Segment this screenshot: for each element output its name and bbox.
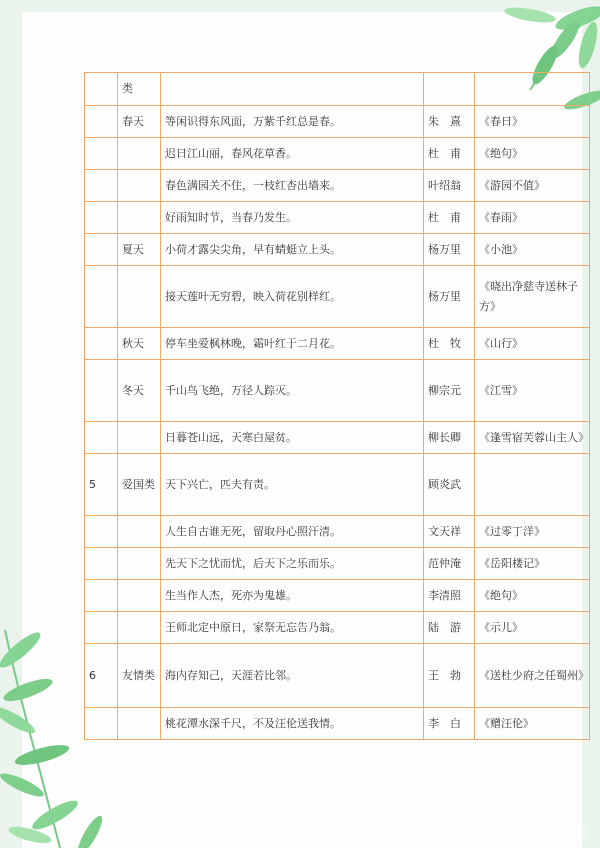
row-number	[85, 234, 118, 266]
row-category	[118, 580, 161, 612]
row-author: 柳长卿	[424, 422, 475, 454]
table-row	[85, 170, 590, 202]
row-number: 6	[85, 644, 118, 708]
table-row	[85, 708, 590, 740]
row-number	[85, 360, 118, 422]
row-number	[85, 516, 118, 548]
row-author: 杜 甫	[424, 202, 475, 234]
row-author: 文天祥	[424, 516, 475, 548]
row-category	[118, 422, 161, 454]
row-category	[118, 138, 161, 170]
row-category: 冬天	[118, 360, 161, 422]
row-author: 杜 甫	[424, 138, 475, 170]
row-line: 桃花潭水深千尺，不及汪伦送我情。	[161, 708, 424, 740]
row-title: 《小池》	[475, 234, 590, 266]
row-title: 《岳阳楼记》	[475, 548, 590, 580]
row-title: 《过零丁洋》	[475, 516, 590, 548]
row-category	[118, 516, 161, 548]
row-title: 《晓出净慈寺送林子方》	[475, 266, 590, 328]
row-line: 接天莲叶无穷碧，映入荷花别样红。	[161, 266, 424, 328]
table-row	[85, 266, 590, 328]
row-author: 李清照	[424, 580, 475, 612]
row-number	[85, 138, 118, 170]
row-category	[118, 266, 161, 328]
table-row	[85, 138, 590, 170]
row-line: 迟日江山丽，春风花草香。	[161, 138, 424, 170]
table-row	[85, 548, 590, 580]
table-row	[85, 360, 590, 422]
row-line: 停车坐爱枫林晚，霜叶红于二月花。	[161, 328, 424, 360]
row-title: 《逢雪宿芙蓉山主人》	[475, 422, 590, 454]
row-number	[85, 422, 118, 454]
row-category: 春天	[118, 106, 161, 138]
row-number	[85, 328, 118, 360]
row-author: 顾炎武	[424, 454, 475, 516]
row-author: 杨万里	[424, 266, 475, 328]
row-line: 日暮苍山远，天寒白屋贫。	[161, 422, 424, 454]
row-line: 王师北定中原日，家祭无忘告乃翁。	[161, 612, 424, 644]
row-category	[118, 202, 161, 234]
row-author: 范仲淹	[424, 548, 475, 580]
watermark: 头条 @ 学习资料酱	[484, 825, 588, 839]
row-author: 朱 熹	[424, 106, 475, 138]
row-author: 杨万里	[424, 234, 475, 266]
row-author: 杜 牧	[424, 328, 475, 360]
row-author: 叶绍翁	[424, 170, 475, 202]
row-title: 《游园不值》	[475, 170, 590, 202]
row-category	[118, 612, 161, 644]
table-row	[85, 106, 590, 138]
table-row	[85, 612, 590, 644]
row-title: 《绝句》	[475, 580, 590, 612]
table-row	[85, 234, 590, 266]
row-author	[424, 73, 475, 106]
row-title: 《示儿》	[475, 612, 590, 644]
row-category: 友情类	[118, 644, 161, 708]
row-line: 生当作人杰，死亦为鬼雄。	[161, 580, 424, 612]
row-category	[118, 708, 161, 740]
row-line: 小荷才露尖尖角，早有蜻蜓立上头。	[161, 234, 424, 266]
row-line: 等闲识得东风面，万紫千红总是春。	[161, 106, 424, 138]
row-title: 《送杜少府之任蜀州》	[475, 644, 590, 708]
row-title: 《山行》	[475, 328, 590, 360]
table-row	[85, 328, 590, 360]
row-category: 类	[118, 73, 161, 106]
row-number	[85, 580, 118, 612]
row-title	[475, 73, 590, 106]
row-author: 李 白	[424, 708, 475, 740]
table-row	[85, 580, 590, 612]
row-line	[161, 73, 424, 106]
table-row	[85, 454, 590, 516]
row-number	[85, 266, 118, 328]
row-number: 5	[85, 454, 118, 516]
row-number	[85, 106, 118, 138]
table-row	[85, 73, 590, 106]
row-title	[475, 454, 590, 516]
table-row	[85, 422, 590, 454]
row-number	[85, 612, 118, 644]
poem-table	[84, 72, 590, 740]
table-row	[85, 516, 590, 548]
row-title: 《绝句》	[475, 138, 590, 170]
row-category	[118, 548, 161, 580]
row-number	[85, 548, 118, 580]
row-number	[85, 202, 118, 234]
row-author: 陆 游	[424, 612, 475, 644]
row-category: 爱国类	[118, 454, 161, 516]
row-number	[85, 708, 118, 740]
row-author: 王 勃	[424, 644, 475, 708]
row-author: 柳宗元	[424, 360, 475, 422]
row-line: 海内存知己，天涯若比邻。	[161, 644, 424, 708]
table-row	[85, 202, 590, 234]
row-line: 人生自古谁无死，留取丹心照汗清。	[161, 516, 424, 548]
row-title: 《赠汪伦》	[475, 708, 590, 740]
row-line: 好雨知时节，当春乃发生。	[161, 202, 424, 234]
row-line: 春色满园关不住，一枝红杏出墙来。	[161, 170, 424, 202]
row-title: 《江雪》	[475, 360, 590, 422]
row-line: 天下兴亡，匹夫有责。	[161, 454, 424, 516]
row-number	[85, 170, 118, 202]
row-number	[85, 73, 118, 106]
row-title: 《春雨》	[475, 202, 590, 234]
row-category: 秋天	[118, 328, 161, 360]
row-title: 《春日》	[475, 106, 590, 138]
row-line: 千山鸟飞绝，万径人踪灭。	[161, 360, 424, 422]
row-category: 夏天	[118, 234, 161, 266]
table-row	[85, 644, 590, 708]
row-line: 先天下之忧而忧，后天下之乐而乐。	[161, 548, 424, 580]
row-category	[118, 170, 161, 202]
